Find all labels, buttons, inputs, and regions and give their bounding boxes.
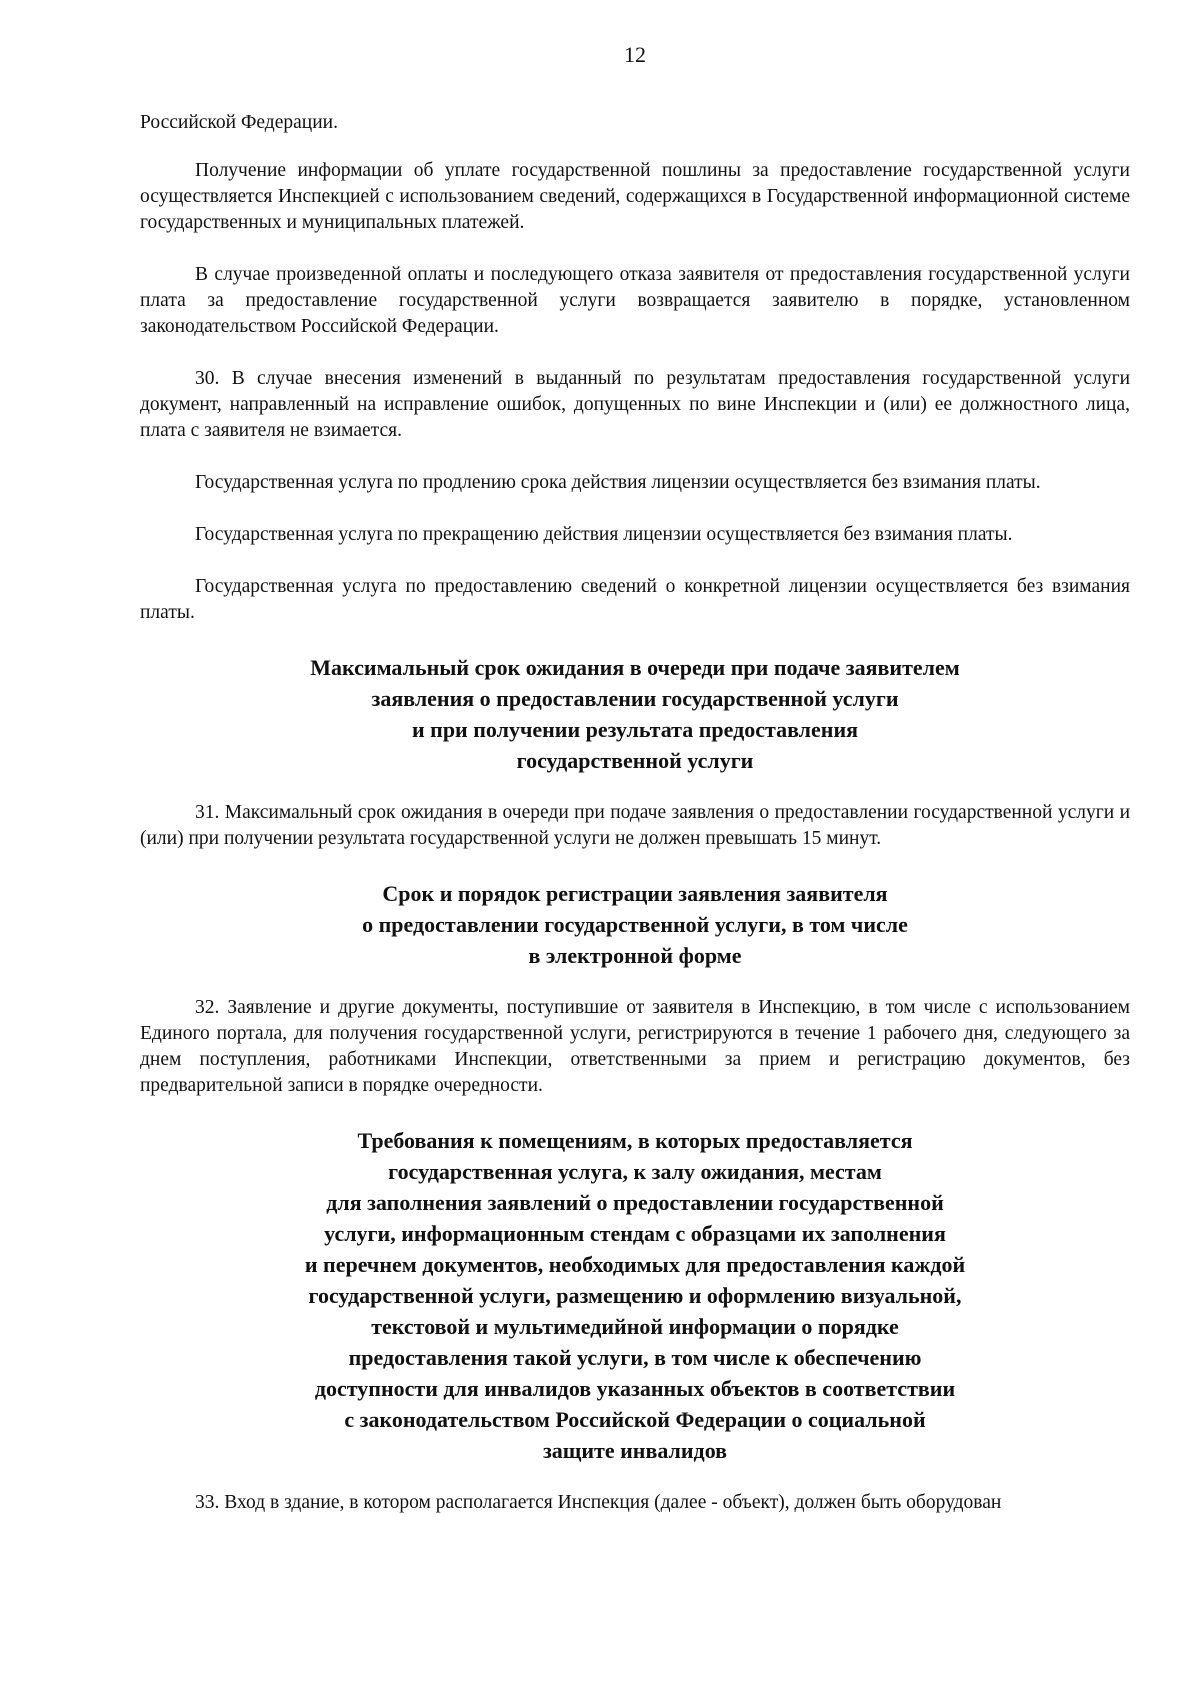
heading-line: государственная услуга, к залу ожидания, местам <box>388 1159 882 1184</box>
paragraph-continuation: Российской Федерации. <box>140 112 338 133</box>
heading-line: доступности для инвалидов указанных объектов в соответствии <box>314 1376 956 1401</box>
heading-line: Срок и порядок регистрации заявления заявителя <box>382 881 888 906</box>
paragraph-termination-free: Государственная услуга по прекращению действия лицензии осуществляется без взимания платы. <box>195 524 1013 545</box>
page-number: 12 <box>624 42 646 67</box>
heading-line: текстовой и мультимедийной информации о порядке <box>371 1314 899 1339</box>
heading-line: и при получении результата предоставления <box>411 717 859 742</box>
paragraph-30: 30. В случае внесения изменений в выданный по результатам предоставления государственной услуги документ, направленный на исправление ошибок, допущенных по вине Инспекции и (или) ее должностного лица, плата с заявителя не взимается. <box>140 368 1130 441</box>
heading-line: о предоставлении государственной услуги, в том числе <box>362 912 908 937</box>
paragraph-31: 31. Максимальный срок ожидания в очереди при подаче заявления о предоставлении государственной услуги и (или) при получении результата государственной услуги не должен превышать 15 минут. <box>140 802 1130 849</box>
paragraph-refund: В случае произведенной оплаты и последующего отказа заявителя от предоставления государственной услуги плата за предоставление государственной услуги возвращается заявителю в порядке, установленном законодательством Российской Федерации. <box>140 264 1130 337</box>
paragraph-32: 32. Заявление и другие документы, поступившие от заявителя в Инспекцию, в том числе с использованием Единого портала, для получения государственной услуги, регистрируются в течение 1 рабочего дня, следующего за днем поступления, работниками Инспекции, ответственными за прием и регистрацию документов, без предварительной записи в порядке очередности. <box>140 997 1130 1096</box>
heading-line: с законодательством Российской Федерации о социальной <box>344 1407 926 1432</box>
heading-line: заявления о предоставлении государственной услуги <box>371 686 899 711</box>
heading-line: защите инвалидов <box>542 1438 728 1463</box>
heading-line: государственной услуги <box>516 748 754 773</box>
section-heading-premises <box>140 1125 1130 1466</box>
document-page <box>140 40 1130 1680</box>
section-heading-queue-time <box>140 652 1130 776</box>
paragraph-33: 33. Вход в здание, в котором располагается Инспекция (далее - объект), должен быть оборудован <box>195 1492 1002 1513</box>
heading-line: и перечнем документов, необходимых для предоставления каждой <box>304 1252 966 1277</box>
paragraph-info-free: Государственная услуга по предоставлению сведений о конкретной лицензии осуществляется без взимания платы. <box>140 576 1130 623</box>
heading-line: государственной услуги, размещению и оформлению визуальной, <box>308 1283 962 1308</box>
heading-line: предоставления такой услуги, в том числе к обеспечению <box>348 1345 922 1370</box>
paragraph-duty-info: Получение информации об уплате государственной пошлины за предоставление государственной услуги осуществляется Инспекцией с использованием сведений, содержащихся в Государственной информационной системе государственных и муниципальных платежей. <box>140 160 1130 233</box>
section-heading-registration <box>140 878 1130 971</box>
heading-line: услуги, информационным стендам с образцами их заполнения <box>324 1221 946 1246</box>
heading-line: в электронной форме <box>528 943 742 968</box>
heading-line: для заполнения заявлений о предоставлении государственной <box>326 1190 944 1215</box>
heading-line: Требования к помещениям, в которых предоставляется <box>357 1128 913 1153</box>
heading-line: Максимальный срок ожидания в очереди при подаче заявителем <box>310 655 960 680</box>
paragraph-renewal-free: Государственная услуга по продлению срока действия лицензии осуществляется без взимания платы. <box>195 472 1041 493</box>
